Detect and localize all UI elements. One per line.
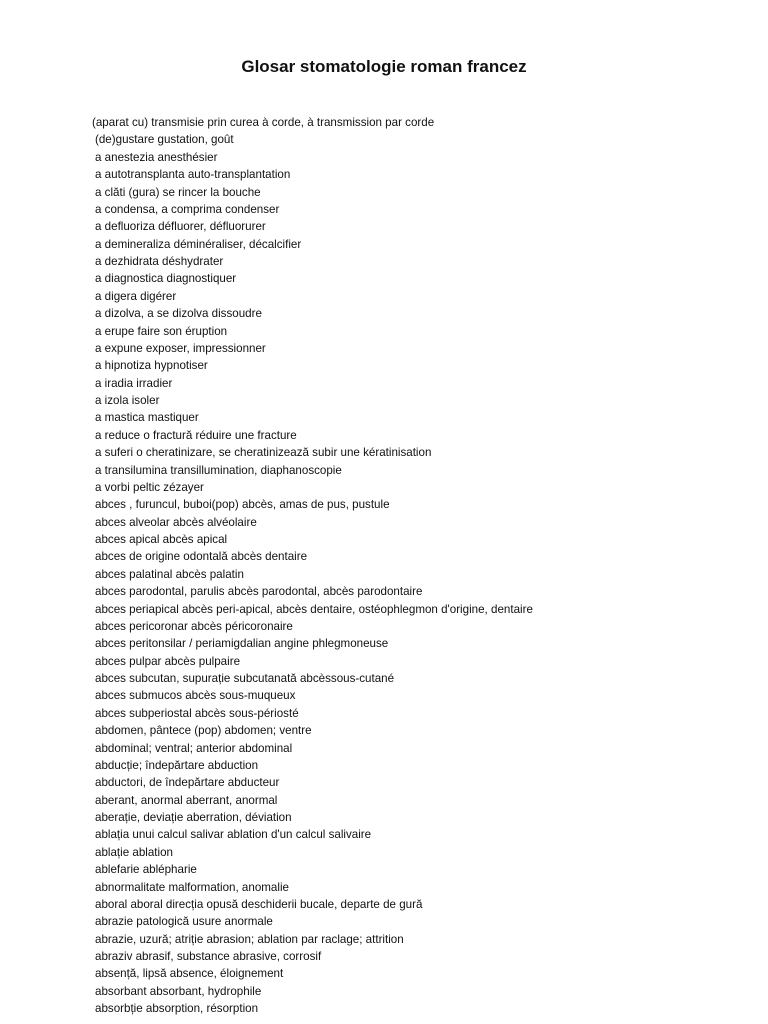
- glossary-entry: abces alveolar abcès alvéolaire: [95, 515, 257, 529]
- glossary-entry: aberant, anormal aberrant, anormal: [95, 793, 278, 807]
- glossary-entry: a reduce o fractură réduire une fracture: [95, 428, 297, 442]
- glossary-entry: aberație, deviație aberration, déviation: [95, 811, 292, 824]
- glossary-entry: abces palatinal abcès palatin: [95, 567, 244, 581]
- glossary-entry: a expune exposer, impressionner: [95, 341, 266, 355]
- glossary-entry: a autotransplanta auto-transplantation: [95, 168, 291, 182]
- glossary-entry: a anestezia anesthésier: [95, 150, 218, 164]
- glossary-entry: abraziv abrasif, substance abrasive, corrosif: [95, 950, 322, 963]
- glossary-entry: abces pulpar abcès pulpaire: [95, 654, 241, 668]
- glossary-entry: a mastica mastiquer: [95, 411, 199, 425]
- glossary-entry: abces , furuncul, buboi(pop) abcès, amas de pus, pustule: [95, 498, 390, 512]
- glossary-entry: a suferi o cheratinizare, se cheratinizează subir une kératinisation: [95, 446, 432, 460]
- glossary-entry: a clăti (gura) se rincer la bouche: [95, 185, 261, 199]
- glossary-entry: a vorbi peltic zézayer: [95, 480, 204, 494]
- glossary-entry: ablația unui calcul salivar ablation d'un calcul salivaire: [95, 828, 372, 842]
- glossary-entry: abces peritonsilar / periamigdalian angine phlegmoneuse: [95, 637, 389, 651]
- glossary-entry: abces subperiostal abcès sous-périosté: [95, 706, 299, 720]
- glossary-entry: a condensa, a comprima condenser: [95, 202, 280, 216]
- glossary-entry: a transilumina transillumination, diaphanoscopie: [95, 463, 342, 477]
- glossary-entry: a hipnotiza hypnotiser: [95, 359, 208, 373]
- glossary-entry: abducție; îndepărtare abduction: [95, 758, 259, 772]
- glossary-entry: (de)gustare gustation, goût: [95, 133, 234, 147]
- glossary-entry: abces apical abcès apical: [95, 533, 228, 546]
- glossary-entry: a diagnostica diagnostiquer: [95, 272, 237, 286]
- glossary-entry: a defluoriza défluorer, défluorurer: [95, 220, 266, 234]
- glossary-entry: a izola isoler: [95, 394, 160, 407]
- glossary-entry: abces pericoronar abcès péricoronaire: [95, 619, 293, 633]
- page-title: Glosar stomatologie roman francez: [241, 57, 527, 76]
- glossary-entry: a dizolva, a se dizolva dissoudre: [95, 307, 262, 321]
- glossary-entry: aboral aboral direcția opusă deschiderii bucale, departe de gură: [95, 897, 423, 911]
- glossary-entry: a demineraliza déminéraliser, décalcifier: [95, 237, 302, 251]
- glossary-entry: absorbție absorption, résorption: [95, 1002, 259, 1016]
- glossary-entry: abnormalitate malformation, anomalie: [95, 880, 289, 894]
- glossary-entry: a erupe faire son éruption: [95, 324, 228, 338]
- glossary-entry: (aparat cu) transmisie prin curea à corde, à transmission par corde: [92, 116, 435, 129]
- glossary-entry: abdomen, pântece (pop) abdomen; ventre: [95, 724, 312, 738]
- glossary-entry: ablefarie ablépharie: [95, 863, 197, 877]
- glossary-entry: abductori, de îndepărtare abducteur: [95, 776, 280, 790]
- glossary-entry: abces parodontal, parulis abcès parodontal, abcès parodontaire: [95, 585, 423, 599]
- glossary-entry: a iradia irradier: [95, 376, 173, 390]
- glossary-entry: ablație ablation: [95, 845, 173, 859]
- glossary-entry: absorbant absorbant, hydrophile: [95, 984, 262, 998]
- glossary-entry: absență, lipsă absence, éloignement: [95, 967, 284, 981]
- glossary-entry: abces subcutan, supurație subcutanată abcèssous-cutané: [95, 672, 395, 685]
- glossary-entry: abdominal; ventral; anterior abdominal: [95, 741, 293, 755]
- glossary-entry: abrazie patologică usure anormale: [95, 915, 273, 929]
- glossary-entry: abces de origine odontală abcès dentaire: [95, 550, 308, 564]
- glossary-entry: abrazie, uzură; atriție abrasion; ablation par raclage; attrition: [95, 932, 404, 946]
- glossary-entry: a digera digérer: [95, 289, 177, 303]
- glossary-list: [92, 114, 752, 1018]
- glossary-entry: a dezhidrata déshydrater: [95, 255, 224, 268]
- glossary-entry: abces periapical abcès peri-apical, abcès dentaire, ostéophlegmon d'origine, dentaire: [95, 602, 533, 616]
- glossary-entry: abces submucos abcès sous-muqueux: [95, 689, 296, 703]
